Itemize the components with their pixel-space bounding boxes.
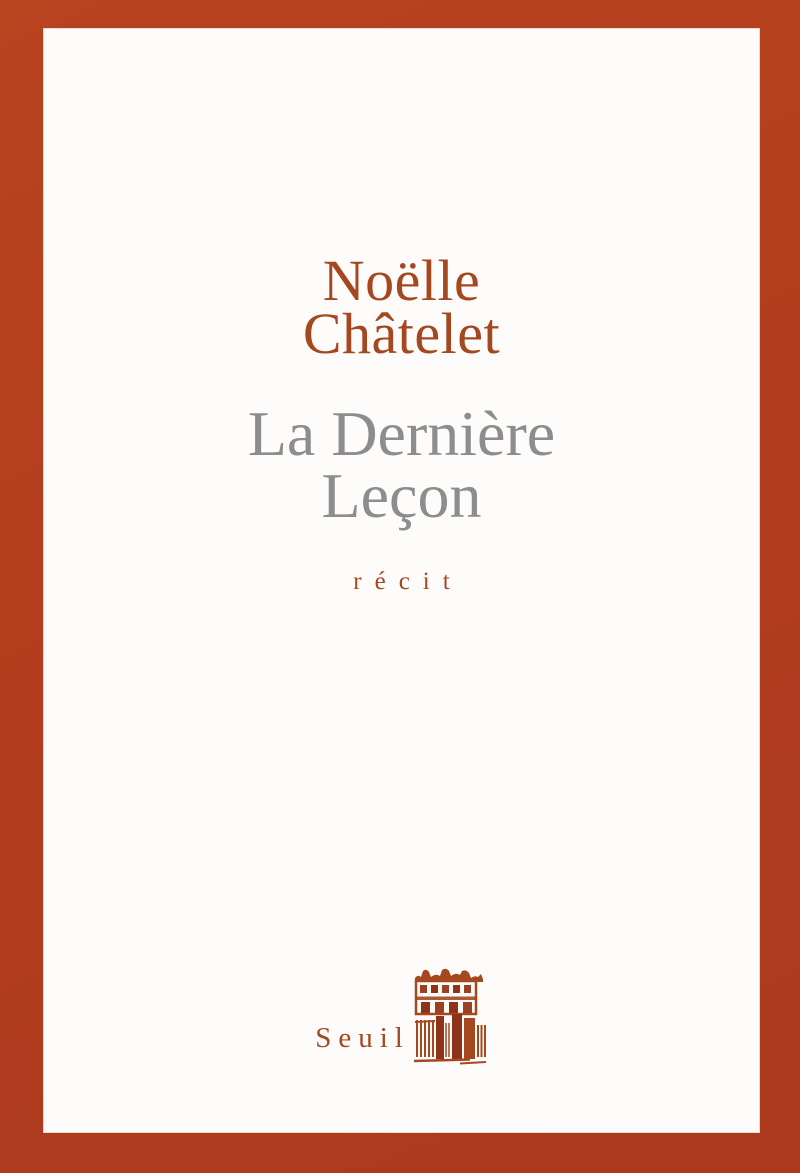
book-title (43, 398, 760, 531)
publisher-logo (43, 965, 760, 1065)
title-line-1: La Dernière (247, 398, 556, 469)
publisher-name: Seuil (315, 1022, 410, 1054)
author-name (43, 248, 760, 366)
title-line-2: Leçon (321, 460, 482, 531)
author-first-name: Noëlle (322, 248, 481, 313)
author-last-name: Châtelet (302, 301, 501, 366)
seuil-house-icon (412, 967, 488, 1065)
genre-label: récit (353, 568, 463, 595)
cover-page (43, 28, 760, 1133)
